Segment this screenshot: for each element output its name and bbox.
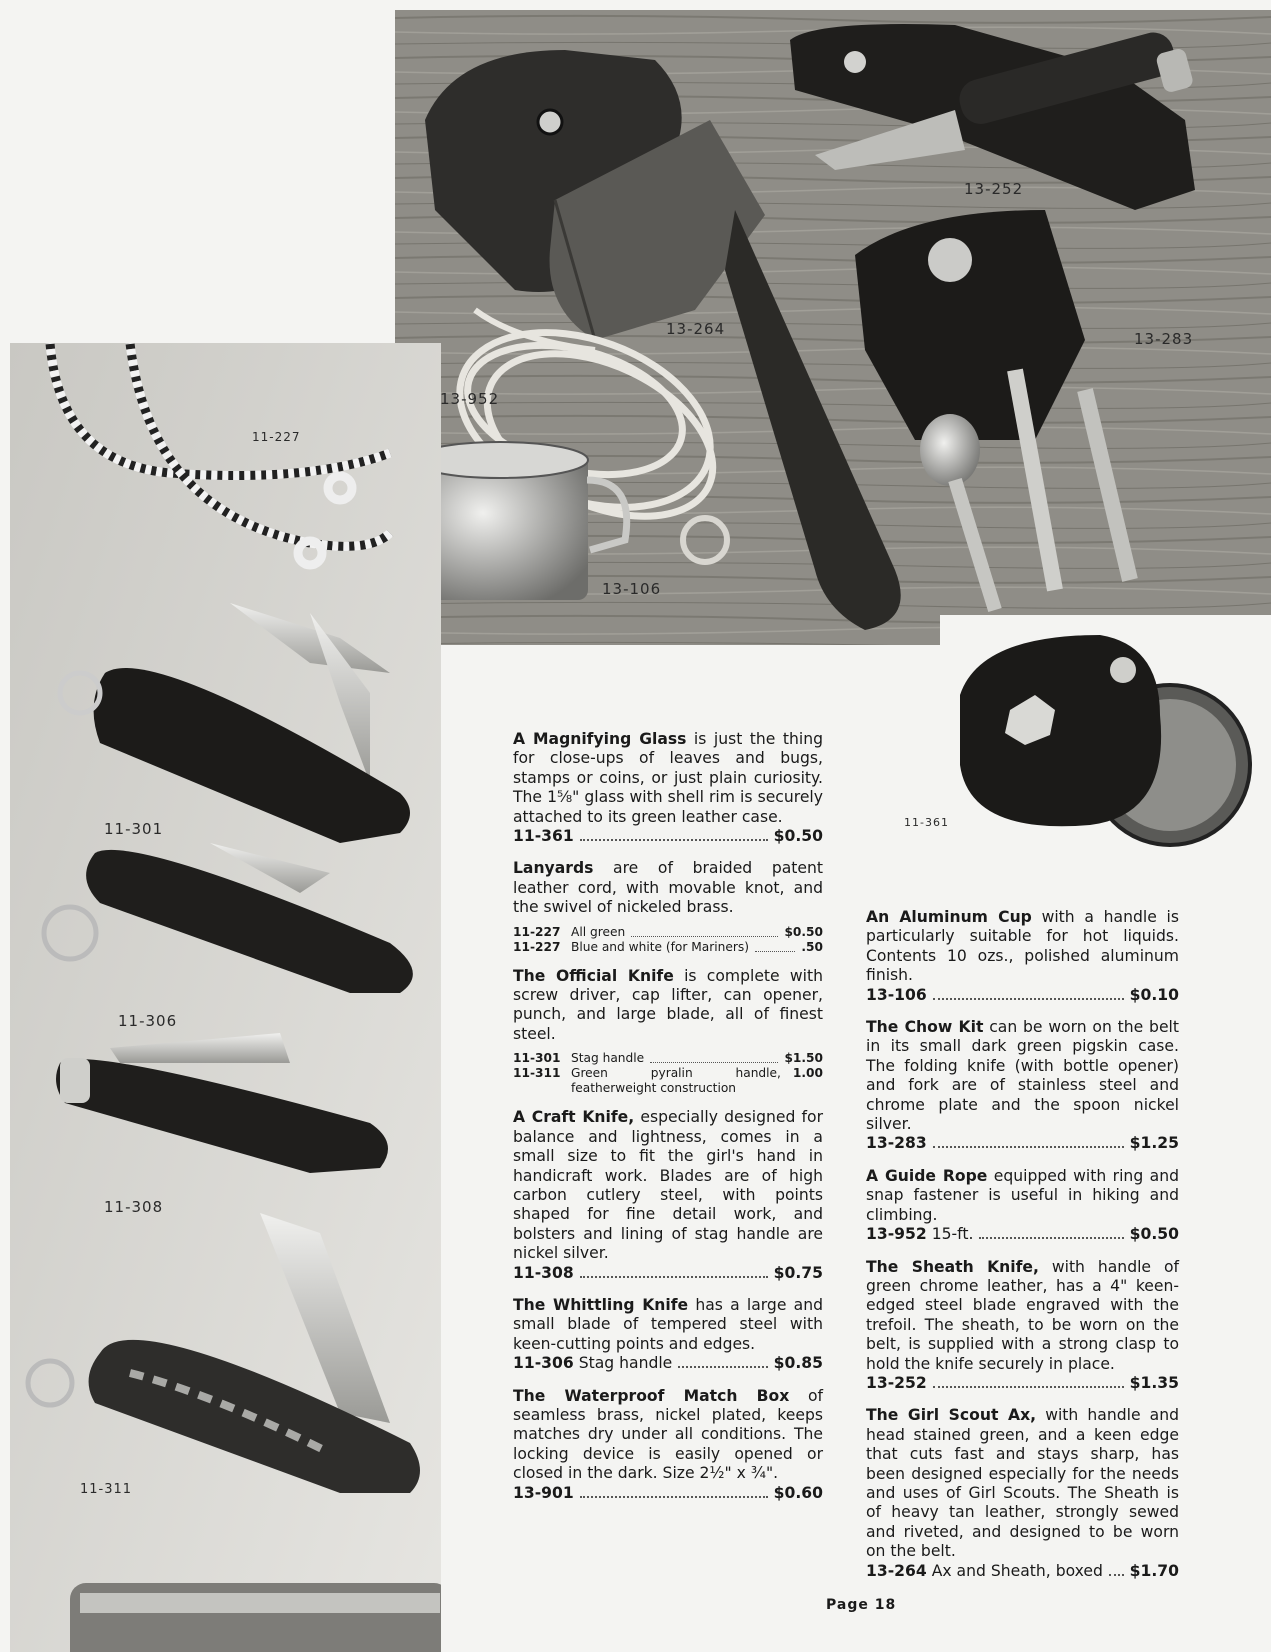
row-desc: Blue and white (for Mariners) <box>571 939 749 954</box>
cup-price-line <box>866 986 1179 1005</box>
craft-knife-entry <box>513 1108 823 1283</box>
match-box-entry <box>513 1387 823 1503</box>
cup-code: 13-106 <box>866 985 927 1004</box>
guide-rope-title: A Guide Rope <box>866 1166 988 1185</box>
chow-kit-code: 13-283 <box>866 1134 927 1153</box>
chow-kit-title: The Chow Kit <box>866 1018 984 1037</box>
guide-rope-price: $0.50 <box>1129 1225 1179 1244</box>
top-product-photo <box>395 10 1271 645</box>
row-price: 1.00 <box>792 1066 823 1081</box>
guide-rope-entry <box>866 1167 1179 1245</box>
label-11-308: 11-308 <box>104 1198 164 1216</box>
ax-entry <box>866 1406 1179 1581</box>
magnifier-photo <box>940 615 1271 860</box>
sheath-knife-price: $1.35 <box>1129 1373 1179 1392</box>
row-code: 11-311 <box>513 1066 561 1081</box>
label-11-361: 11-361 <box>904 816 949 829</box>
whittling-knife-code-desc: Stag handle <box>578 1354 673 1373</box>
right-text-column <box>866 908 1179 1594</box>
magnifier-price-line <box>513 827 823 846</box>
chow-kit-body: can be worn on the belt in its small dark green pigskin case. The folding knife (with bottle opener) and fork are of stainless steel and chrome plate and the spoon nickel silver. <box>866 1018 1179 1134</box>
lanyards-title: Lanyards <box>513 859 594 878</box>
cup-title: An Aluminum Cup <box>866 908 1032 926</box>
craft-knife-code: 11-308 <box>513 1263 574 1282</box>
official-knife-body: is complete with screw driver, cap lifter, can opener, punch, and large blade, all of finest steel. <box>513 966 823 1043</box>
lanyards-row <box>513 940 823 955</box>
left-product-photo <box>10 343 441 1652</box>
row-code: 11-301 <box>513 1051 561 1066</box>
page-number: Page 18 <box>826 1597 897 1613</box>
sheath-knife-price-line <box>866 1374 1179 1393</box>
row-desc: Green pyralin handle, featherweight construction <box>571 1066 781 1096</box>
match-box-price-line <box>513 1484 823 1503</box>
cup-price: $0.10 <box>1129 985 1179 1004</box>
guide-rope-price-line <box>866 1225 1179 1244</box>
cup-entry <box>866 908 1179 1005</box>
row-code: 11-227 <box>513 939 561 954</box>
ax-price: $1.70 <box>1129 1561 1179 1580</box>
row-price: $1.50 <box>784 1051 823 1066</box>
match-box-body: of seamless brass, nickel plated, keeps matches dry under all conditions. The locking device is easily opened or closed in the dark. Size 2½" x ¾". <box>513 1386 823 1483</box>
whittling-knife-code: 11-306 <box>513 1354 574 1373</box>
label-13-264: 13-264 <box>666 320 726 338</box>
row-price: $0.50 <box>784 924 823 939</box>
cup-body: with a handle is particularly suitable for hot liquids. Contents 10 ozs., polished aluminum finish. <box>866 908 1179 985</box>
match-box-image <box>70 1583 441 1652</box>
label-11-301: 11-301 <box>104 820 164 838</box>
ax-title: The Girl Scout Ax, <box>866 1406 1037 1425</box>
craft-knife-body: especially designed for balance and lightness, comes in a small size to fit the girl's hand in handicraft work. Blades are of high carbon cutlery steel, with points shaped for fine detail work, and bolsters and lining of stag handle are nickel silver. <box>513 1108 823 1263</box>
whittling-knife-price: $0.85 <box>773 1354 823 1373</box>
guide-rope-code-desc: 15-ft. <box>931 1225 974 1244</box>
sheath-knife-code: 13-252 <box>866 1373 927 1392</box>
sheath-knife-title: The Sheath Knife, <box>866 1257 1039 1276</box>
ax-code-desc: Ax and Sheath, boxed <box>931 1561 1103 1580</box>
lanyards-row <box>513 925 823 940</box>
chow-kit-price-line <box>866 1134 1179 1153</box>
whittling-knife-body: has a large and small blade of tempered steel with keen-cutting points and edges. <box>513 1295 823 1353</box>
official-knife-price-table <box>513 1051 823 1096</box>
magnifier-title: A Magnifying Glass <box>513 730 687 748</box>
lanyards-body: are of braided patent leather cord, with movable knot, and the swivel of nickeled brass. <box>513 859 823 917</box>
official-knife-title: The Official Knife <box>513 966 674 985</box>
craft-knife-title: A Craft Knife, <box>513 1108 635 1127</box>
row-code: 11-227 <box>513 924 561 939</box>
whittling-knife-entry <box>513 1296 823 1374</box>
ax-body: with handle and head stained green, and a keen edge that cuts fast and stays sharp, has been designed especially for the needs and uses of Girl Scouts. The Sheath is of heavy tan leather, strongly sewed and riveted, and designed to be worn on the belt. <box>866 1406 1179 1561</box>
magnifier-body: is just the thing for close-ups of leaves and bugs, stamps or coins, or just plain curiosity. The 1⅝" glass with shell rim is securely attached to its green leather case. <box>513 730 823 826</box>
chow-kit-entry <box>866 1018 1179 1154</box>
row-desc: Stag handle <box>571 1051 645 1066</box>
label-13-952: 13-952 <box>440 390 500 408</box>
label-11-227: 11-227 <box>252 430 301 444</box>
left-text-column <box>513 730 823 1516</box>
label-13-283: 13-283 <box>1134 330 1194 348</box>
row-price: .50 <box>801 939 823 954</box>
label-13-106: 13-106 <box>602 580 662 598</box>
whittling-knife-price-line <box>513 1354 823 1373</box>
sheath-knife-entry <box>866 1258 1179 1394</box>
match-box-price: $0.60 <box>773 1483 823 1502</box>
row-desc: All green <box>571 924 626 939</box>
guide-rope-code: 13-952 <box>866 1225 927 1244</box>
whittling-knife-title: The Whittling Knife <box>513 1295 689 1314</box>
chow-kit-price: $1.25 <box>1129 1134 1179 1153</box>
match-box-title: The Waterproof Match Box <box>513 1386 790 1405</box>
label-11-306: 11-306 <box>118 1012 178 1030</box>
match-box-code: 13-901 <box>513 1483 574 1502</box>
craft-knife-price-line <box>513 1264 823 1283</box>
craft-knife-price: $0.75 <box>773 1263 823 1282</box>
official-knife-entry <box>513 967 823 1045</box>
guide-rope-body: equipped with ring and snap fastener is useful in hiking and climbing. <box>866 1166 1179 1224</box>
magnifier-code: 11-361 <box>513 827 574 846</box>
label-13-252: 13-252 <box>964 180 1024 198</box>
official-knife-row <box>513 1051 823 1066</box>
magnifier-entry <box>513 730 823 846</box>
sheath-knife-body: with handle of green chrome leather, has a 4" keen-edged steel blade engraved with the trefoil. The sheath, to be worn on the belt, is supplied with a strong clasp to hold the knife securely in place. <box>866 1257 1179 1373</box>
magnifier-price: $0.50 <box>773 827 823 846</box>
lanyards-price-table <box>513 925 823 955</box>
ax-code: 13-264 <box>866 1561 927 1580</box>
official-knife-row <box>513 1066 823 1096</box>
lanyards-entry <box>513 859 823 917</box>
ax-price-line <box>866 1562 1179 1581</box>
label-11-311: 11-311 <box>80 1482 133 1497</box>
